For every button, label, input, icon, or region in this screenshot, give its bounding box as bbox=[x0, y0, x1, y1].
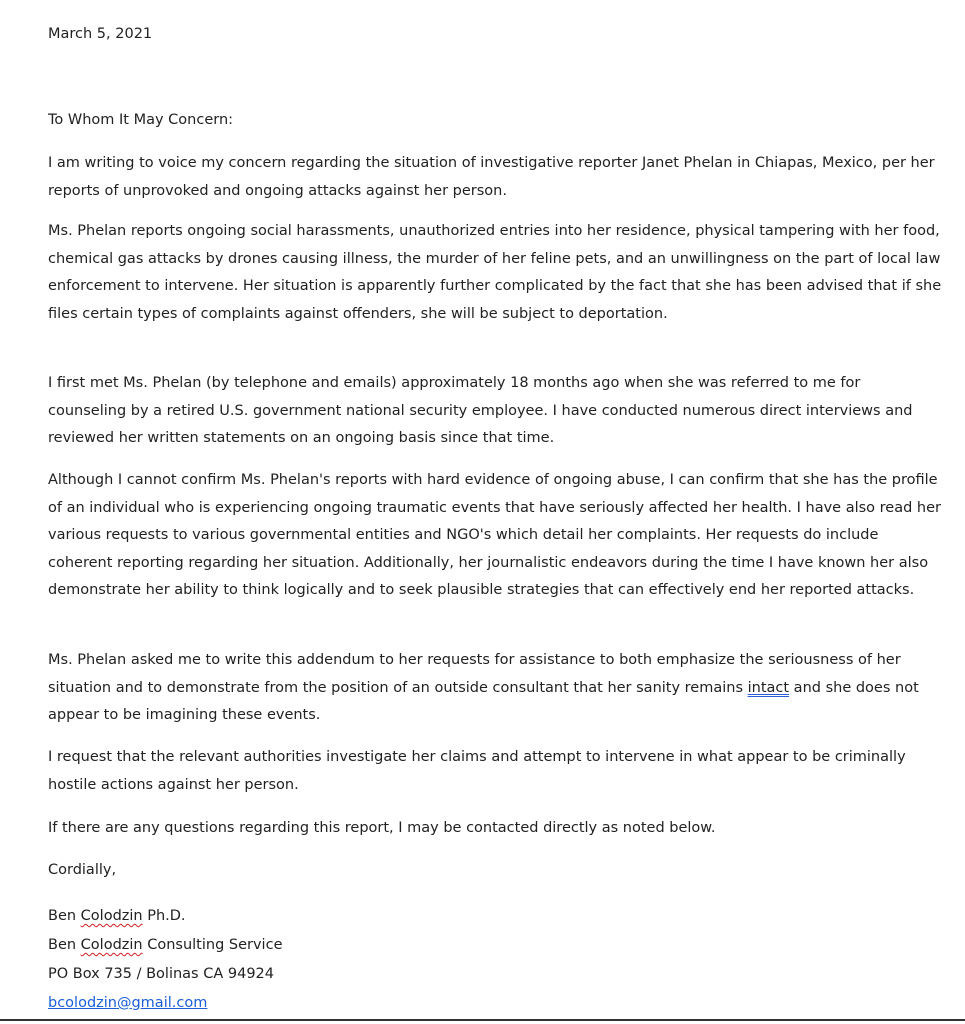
company-suffix: Consulting Service bbox=[142, 937, 283, 953]
paragraph-4: Although I cannot confirm Ms. Phelan's reports with hard evidence of ongoing abuse, I can confirm that she has the profile of an individual who is experiencing ongoing traumatic events that have seriously affected her health. I have also read her various requests to various governmental entities and NGO's which detail her complaints. Her requests do include coherent reporting regarding her situation. Additionally, her journalistic endeavors during the time I have known her also demonstrate her ability to think logically and to seek plausible strategies that can effectively end her reported attacks. bbox=[48, 472, 941, 598]
company-first: Ben bbox=[48, 937, 81, 953]
degree: Ph.D. bbox=[142, 908, 186, 924]
first-name: Ben bbox=[48, 908, 81, 924]
signature-company-line bbox=[48, 931, 282, 960]
paragraph-5-start: Ms. Phelan asked me to write this addendum to her requests for assistance to both emphasize the seriousness of her situation and to demonstrate from the position of an outside consultant that her sanity remains bbox=[48, 652, 901, 696]
closing: Cordially, bbox=[48, 862, 117, 878]
salutation: To Whom It May Concern: bbox=[48, 112, 234, 128]
paragraph-2: Ms. Phelan reports ongoing social harassments, unauthorized entries into her residence, physical tampering with her food, chemical gas attacks by drones causing illness, the murder of her feline pets, and an unwillingness on the part of local law enforcement to intervene. Her situation is apparently further complicated by the fact that she has been advised that if she files certain types of complaints against offenders, she will be subject to deportation. bbox=[48, 223, 942, 322]
letter-date: March 5, 2021 bbox=[48, 26, 153, 42]
signature-name-line bbox=[48, 902, 282, 931]
paragraph-5 bbox=[48, 647, 943, 730]
paragraph-5-end: and she does not appear to be imagining these events. bbox=[48, 679, 919, 723]
signature-block bbox=[48, 902, 282, 1018]
email-link[interactable]: bcolodzin@gmail.com bbox=[48, 995, 208, 1011]
paragraph-6: I request that the relevant authorities investigate her claims and attempt to intervene in what appear to be criminally hostile actions against her person. bbox=[48, 749, 906, 793]
spellcheck-flagged-surname: Colodzin bbox=[80, 908, 143, 924]
paragraph-1: I am writing to voice my concern regarding the situation of investigative reporter Janet Phelan in Chiapas, Mexico, per her reports of unprovoked and ongoing attacks against her person. bbox=[48, 155, 935, 199]
spellcheck-flagged-company-surname: Colodzin bbox=[80, 937, 143, 953]
signature-address: PO Box 735 / Bolinas CA 94924 bbox=[48, 966, 275, 982]
bottom-border bbox=[0, 1019, 965, 1021]
grammar-flagged-word: intact bbox=[747, 679, 790, 696]
paragraph-7: If there are any questions regarding this report, I may be contacted directly as noted below. bbox=[48, 820, 716, 836]
paragraph-3: I first met Ms. Phelan (by telephone and emails) approximately 18 months ago when she was referred to me for counseling by a retired U.S. government national security employee. I have conducted numerous direct interviews and reviewed her written statements on an ongoing basis since that time. bbox=[48, 375, 913, 446]
